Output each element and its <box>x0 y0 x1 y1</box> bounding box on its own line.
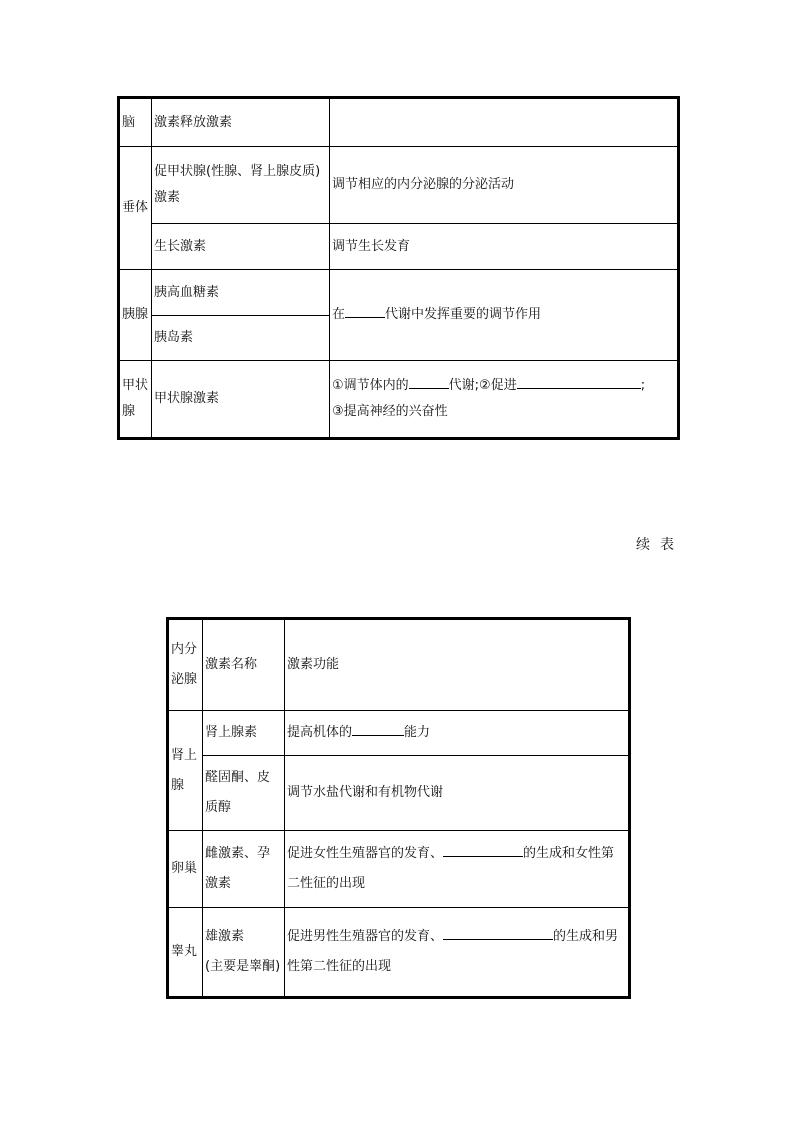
function-text-prefix: 促进女性生殖器官的发育、 <box>287 846 444 861</box>
hormone-cell <box>203 908 285 998</box>
function-text-3: ; <box>640 378 646 393</box>
gland-cell: 胰腺 <box>119 270 152 361</box>
function-text-1: ①调节体内的 <box>332 378 409 393</box>
table-row <box>119 361 679 439</box>
table-row <box>119 224 679 270</box>
gland-cell: 卵巢 <box>168 831 203 908</box>
table-row <box>119 270 679 316</box>
gland-cell: 垂体 <box>119 147 152 270</box>
function-cell <box>330 270 679 361</box>
function-cell <box>285 831 630 908</box>
hormone-line-2: (主要是睾酮) <box>205 959 281 974</box>
continuation-label: 续表 <box>636 537 684 553</box>
function-cell <box>330 361 679 439</box>
column-header-function: 激素功能 <box>285 619 630 711</box>
function-text-prefix: 促进男性生殖器官的发育、 <box>287 929 444 944</box>
hormone-cell: 激素释放激素 <box>152 98 330 147</box>
function-cell: 调节水盐代谢和有机物代谢 <box>285 756 630 831</box>
function-text-suffix: 代谢中发挥重要的调节作用 <box>385 307 542 322</box>
hormone-cell: 生长激素 <box>152 224 330 270</box>
function-text-4: ③提高神经的兴奋性 <box>332 404 448 419</box>
gland-cell: 肾上腺 <box>168 711 203 831</box>
table-row <box>168 711 630 756</box>
column-header-hormone: 激素名称 <box>203 619 285 711</box>
hormone-cell: 甲状腺激素 <box>152 361 330 439</box>
function-text-suffix: 的生成和女性第二性征的出现 <box>287 846 615 891</box>
function-cell: 调节相应的内分泌腺的分泌活动 <box>330 147 679 224</box>
fill-in-blank <box>517 374 641 389</box>
table-row <box>168 756 630 831</box>
fill-in-blank <box>409 374 449 389</box>
hormone-line-1: 雄激素 <box>205 929 245 944</box>
fill-in-blank <box>443 925 553 940</box>
hormone-cell: 促甲状腺(性腺、肾上腺皮质)激素 <box>152 147 330 224</box>
hormone-cell: 雌激素、孕激素 <box>203 831 285 908</box>
function-cell <box>330 98 679 147</box>
function-text-2: 代谢;②促进 <box>448 378 517 393</box>
function-text-prefix: 在 <box>332 307 346 322</box>
hormone-cell: 胰高血糖素 <box>152 270 330 316</box>
hormone-cell: 肾上腺素 <box>203 711 285 756</box>
table-header-row <box>168 619 630 711</box>
gland-cell: 睾丸 <box>168 908 203 998</box>
hormone-cell: 胰岛素 <box>152 316 330 361</box>
table-row <box>119 98 679 147</box>
function-cell <box>285 711 630 756</box>
fill-in-blank <box>345 303 385 318</box>
gland-cell: 脑 <box>119 98 152 147</box>
function-text-suffix: 能力 <box>404 725 431 740</box>
gland-cell: 甲状腺 <box>119 361 152 439</box>
table-row <box>168 908 630 998</box>
function-cell <box>285 908 630 998</box>
hormone-table-2 <box>166 617 631 999</box>
function-text-suffix: 的生成和男性第二性征的出现 <box>287 929 619 974</box>
column-header-gland: 内分泌腺 <box>168 619 203 711</box>
table-row <box>168 831 630 908</box>
fill-in-blank <box>443 842 523 857</box>
hormone-table-1 <box>117 96 680 440</box>
fill-in-blank <box>352 721 404 736</box>
table-row <box>119 147 679 224</box>
function-cell: 调节生长发育 <box>330 224 679 270</box>
function-text-prefix: 提高机体的 <box>287 725 353 740</box>
hormone-cell: 醛固酮、皮质醇 <box>203 756 285 831</box>
